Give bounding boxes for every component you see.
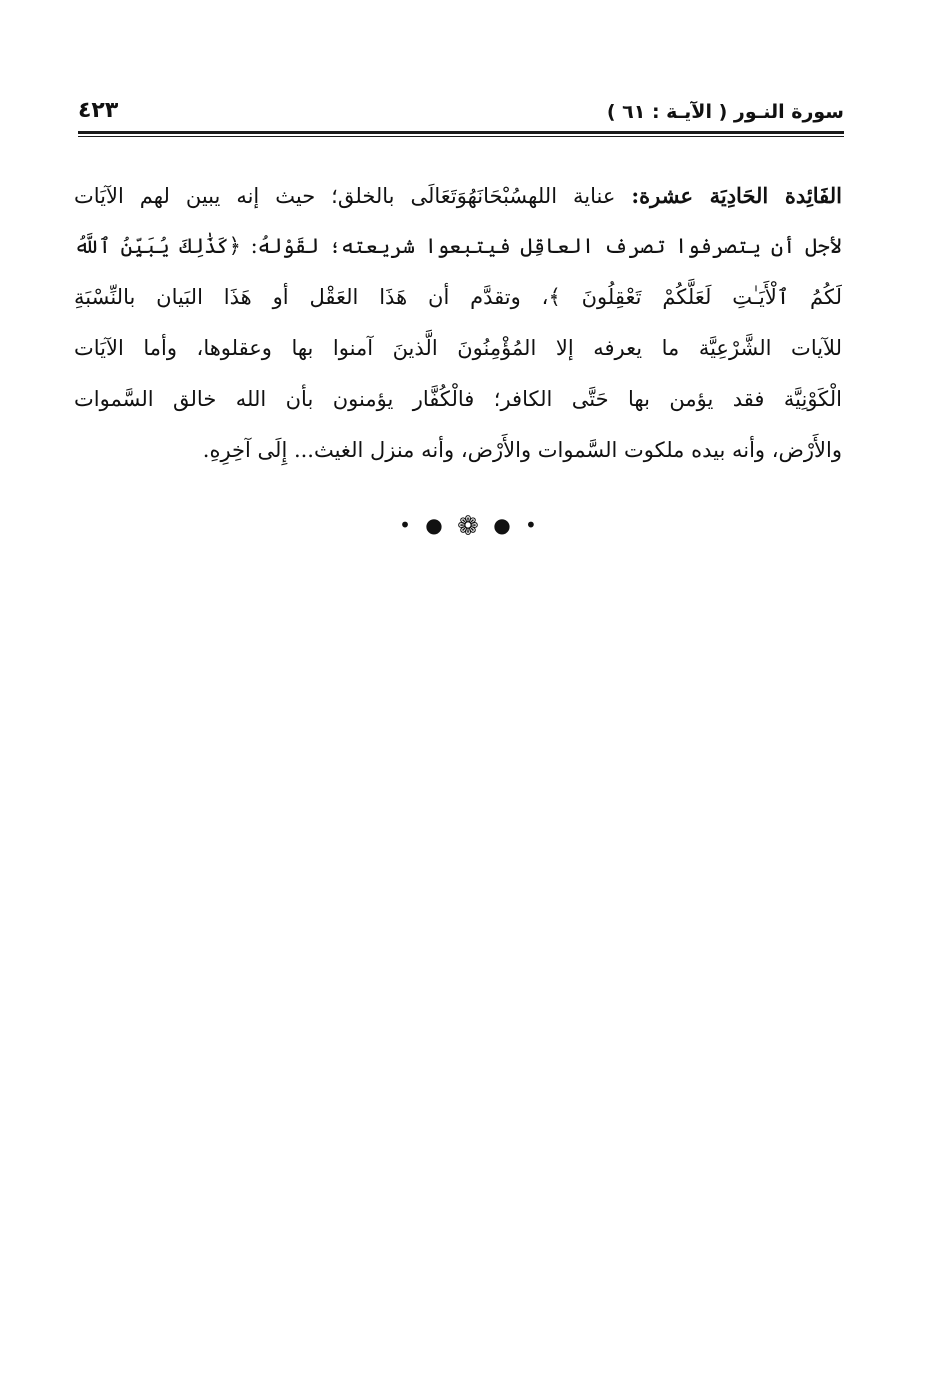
text-line-4: للآيات الشَّرْعِيَّة ما يعرفه إلا المُؤْمِنُونَ الَّذينَ آمنوا بها وعقلوها، وأما الآيَات [74, 336, 842, 360]
body-paragraph [74, 170, 842, 476]
header-rule [78, 131, 844, 134]
divider-dots-right: ● • [493, 513, 541, 537]
text-line-3: لَكُمُ ٱلْأَيَـٰتِ لَعَلَّكُمْ تَعْقِلُونَ ﴾، وتقدَّم أن هَذَا العَقْل أو هَذَا البَيان بالنِّسْبَةِ [74, 285, 842, 309]
text-line-2: لأجل أن يتصرفوا تصرف العاقِل فيتبعوا شريعته؛ لقَوْلهُ: ﴿كَذَٰلِكَ يُبَيِّنُ ٱللَّهُ [74, 234, 842, 258]
page-number: ٤٢٣ [78, 98, 119, 123]
text-line-5: الْكَوْنِيَّة فقد يؤمن بها حَتَّى الكافر؛ فالْكُفَّار يؤمنون بأن الله خالق السَّموات [74, 387, 842, 411]
text-line-6: والأَرْض، وأنه بيده ملكوت السَّموات والأَرْض، وأنه منزل الغيث... إِلَى آخِرِهِ. [202, 438, 842, 462]
flower-ornament-icon: ❁ [457, 511, 483, 542]
running-title: سورة النـور ( الآيـة : ٦١ ) [606, 101, 844, 123]
section-heading: الفَائِدة الحَادِيَة عشرة: [631, 183, 842, 208]
text-line-1-content: عناية اللهسُبْحَانَهُوَتَعَالَى بالخلق؛ حيث إنه يبين لهم الآيَات [74, 184, 616, 208]
divider-dots-left: • ● [399, 513, 447, 537]
page-header [78, 96, 844, 132]
text-line-1 [74, 170, 842, 221]
section-divider [0, 510, 940, 542]
header-rule-thin [78, 136, 844, 137]
